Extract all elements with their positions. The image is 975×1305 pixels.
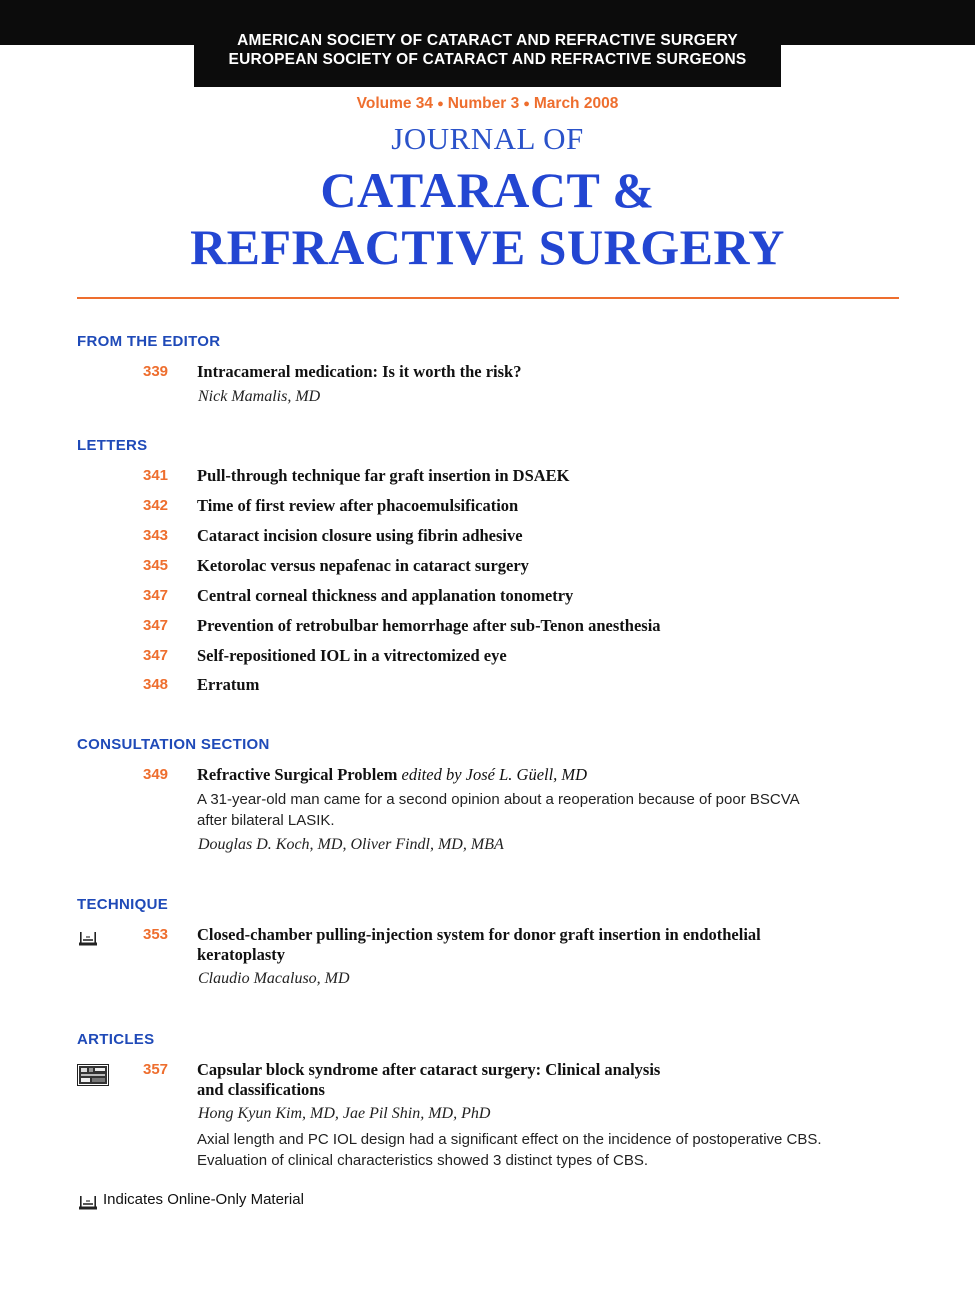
supplemental-media-icon[interactable]	[77, 1064, 109, 1091]
divider	[77, 297, 899, 299]
section-heading-articles: ARTICLES	[77, 1031, 155, 1048]
page-number: 347	[143, 617, 169, 634]
bullet-icon: ●	[523, 98, 530, 110]
abstract-line: A 31-year-old man came for a second opinion about a reoperation because of poor BSCVA	[197, 791, 800, 808]
page-number: 339	[143, 363, 169, 380]
section-heading-letters: LETTERS	[77, 437, 148, 454]
page-number: 347	[143, 647, 169, 664]
page-number: 342	[143, 497, 169, 514]
page-number: 343	[143, 527, 169, 544]
article-title[interactable]	[197, 765, 587, 785]
article-title-line[interactable]: Capsular block syndrome after cataract surgery: Clinical analysis	[197, 1060, 661, 1079]
section-heading-consultation: CONSULTATION SECTION	[77, 736, 270, 753]
date: March 2008	[533, 95, 619, 112]
consultation-editor: edited by José L. Güell, MD	[401, 765, 588, 784]
page-number: 357	[143, 1061, 169, 1078]
section-heading-technique: TECHNIQUE	[77, 896, 169, 913]
article-author: Douglas D. Koch, MD, Oliver Findl, MD, MBA	[198, 836, 504, 853]
page-number: 349	[143, 766, 169, 783]
page-number: 341	[143, 467, 169, 484]
letter-title[interactable]: Central corneal thickness and applanation tonometry	[197, 586, 574, 605]
section-heading-from-editor: FROM THE EDITOR	[77, 333, 221, 350]
article-title-line[interactable]: and classifications	[197, 1080, 325, 1099]
online-material-icon	[77, 1193, 99, 1217]
article-title-line[interactable]: keratoplasty	[197, 945, 285, 964]
letter-title[interactable]: Ketorolac versus nepafenac in cataract surgery	[197, 556, 529, 575]
journal-title-line-1: JOURNAL OF	[391, 121, 584, 156]
issue-info	[0, 95, 975, 113]
bullet-icon: ●	[437, 98, 444, 110]
abstract-line: after bilateral LASIK.	[197, 812, 335, 829]
volume: Volume 34	[356, 95, 434, 112]
letter-title[interactable]: Self-repositioned IOL in a vitrectomized eye	[197, 646, 507, 665]
society-banner	[194, 0, 781, 87]
letter-title[interactable]: Erratum	[197, 675, 260, 694]
page-number: 348	[143, 676, 169, 693]
journal-title-line-2: CATARACT &	[320, 162, 655, 218]
legend-text: Indicates Online-Only Material	[103, 1191, 304, 1208]
journal-title-line-3: REFRACTIVE SURGERY	[190, 219, 785, 275]
letter-title[interactable]: Prevention of retrobulbar hemorrhage after sub-Tenon anesthesia	[197, 616, 661, 635]
article-title[interactable]: Intracameral medication: Is it worth the risk?	[197, 362, 522, 381]
society-line-2: EUROPEAN SOCIETY OF CATARACT AND REFRACTIVE SURGEONS	[228, 51, 747, 68]
letter-title[interactable]: Time of first review after phacoemulsification	[197, 496, 519, 515]
letter-title[interactable]: Pull-through technique far graft insertion in DSAEK	[197, 466, 570, 485]
abstract-line: Evaluation of clinical characteristics showed 3 distinct types of CBS.	[197, 1152, 649, 1169]
society-line-1: AMERICAN SOCIETY OF CATARACT AND REFRACTIVE SURGERY	[237, 32, 738, 49]
page-number: 353	[143, 926, 169, 943]
article-author: Nick Mamalis, MD	[198, 388, 321, 405]
letter-title[interactable]: Cataract incision closure using fibrin adhesive	[197, 526, 523, 545]
abstract-line: Axial length and PC IOL design had a significant effect on the incidence of postoperative CBS.	[197, 1131, 822, 1148]
consultation-title: Refractive Surgical Problem	[197, 765, 398, 784]
number: Number 3	[447, 95, 520, 112]
article-author: Hong Kyun Kim, MD, Jae Pil Shin, MD, PhD	[198, 1105, 491, 1122]
page-number: 347	[143, 587, 169, 604]
article-author: Claudio Macaluso, MD	[198, 970, 350, 987]
page-number: 345	[143, 557, 169, 574]
online-material-icon[interactable]	[77, 929, 99, 953]
article-title-line[interactable]: Closed-chamber pulling-injection system for donor graft insertion in endothelial	[197, 925, 761, 944]
